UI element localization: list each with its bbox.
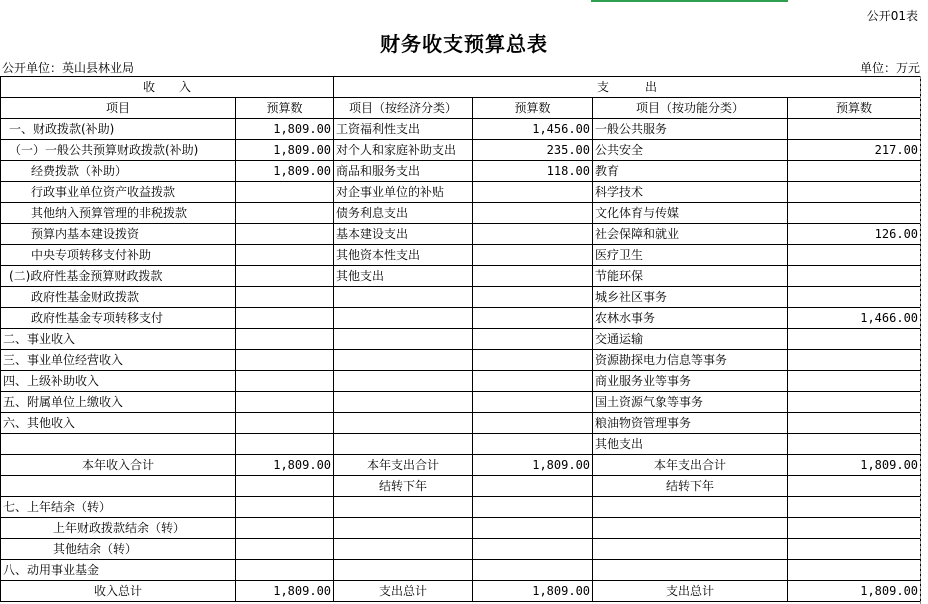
econ-value-cell[interactable] (473, 245, 593, 266)
table-row (1, 497, 921, 518)
func-item-cell[interactable]: 交通运输 (593, 329, 788, 350)
empty-cell[interactable] (1, 476, 236, 497)
income-item-cell[interactable]: (二)政府性基金预算财政拨款 (1, 266, 236, 287)
empty-cell[interactable] (593, 539, 788, 560)
func-item-cell[interactable]: 科学技术 (593, 182, 788, 203)
selection-highlight (591, 0, 788, 2)
econ-item-cell[interactable] (334, 350, 473, 371)
empty-cell[interactable] (593, 560, 788, 581)
empty-cell[interactable] (788, 518, 921, 539)
income-value-cell[interactable] (236, 245, 334, 266)
income-item-cell[interactable]: 四、上级补助收入 (1, 371, 236, 392)
income-grand-label[interactable]: 收入总计 (1, 581, 236, 602)
empty-cell[interactable] (236, 476, 334, 497)
income-item-cell[interactable]: 经费拨款（补助） (1, 161, 236, 182)
publishing-unit: 公开单位：英山县林业局 (2, 61, 135, 75)
econ-item-cell[interactable] (334, 329, 473, 350)
table-row (1, 224, 921, 245)
empty-cell[interactable] (788, 560, 921, 581)
func-value-cell[interactable] (788, 287, 921, 308)
table-row (1, 350, 921, 371)
func-item-cell[interactable]: 资源勘探电力信息等事务 (593, 350, 788, 371)
econ-total-label[interactable]: 本年支出合计 (334, 455, 473, 476)
func-value-cell[interactable] (788, 329, 921, 350)
func-item-cell[interactable]: 农林水事务 (593, 308, 788, 329)
func-value-cell[interactable] (788, 119, 921, 140)
col-header-budget[interactable]: 预算数 (236, 98, 334, 119)
econ-value-cell[interactable] (473, 413, 593, 434)
empty-cell[interactable] (473, 560, 593, 581)
table-row (1, 287, 921, 308)
col-header-item[interactable]: 项目 (1, 98, 236, 119)
econ-item-cell[interactable]: 对企事业单位的补贴 (334, 182, 473, 203)
func-item-cell[interactable]: 一般公共服务 (593, 119, 788, 140)
func-value-cell[interactable] (788, 350, 921, 371)
func-value-cell[interactable] (788, 371, 921, 392)
econ-carry-label[interactable]: 结转下年 (334, 476, 473, 497)
func-item-cell[interactable]: 节能环保 (593, 266, 788, 287)
income-item-cell[interactable]: 政府性基金专项转移支付 (1, 308, 236, 329)
table-row (1, 371, 921, 392)
func-value-cell[interactable] (788, 413, 921, 434)
income-value-cell[interactable] (236, 434, 334, 455)
func-value-cell[interactable] (788, 182, 921, 203)
income-value-cell[interactable] (236, 392, 334, 413)
func-item-cell[interactable]: 文化体育与传媒 (593, 203, 788, 224)
func-total-label[interactable]: 本年支出合计 (593, 455, 788, 476)
empty-cell[interactable] (473, 539, 593, 560)
econ-item-cell[interactable]: 对个人和家庭补助支出 (334, 140, 473, 161)
func-value-cell[interactable] (788, 203, 921, 224)
income-item-cell[interactable] (1, 434, 236, 455)
econ-grand-label[interactable]: 支出总计 (334, 581, 473, 602)
group-header-row (1, 77, 921, 98)
func-grand-value[interactable]: 1,809.00 (788, 581, 921, 602)
func-total-value[interactable]: 1,809.00 (788, 455, 921, 476)
empty-cell[interactable] (334, 539, 473, 560)
income-item-cell[interactable]: 上年财政拨款结余（转） (1, 518, 236, 539)
func-grand-label[interactable]: 支出总计 (593, 581, 788, 602)
income-item-cell[interactable]: 行政事业单位资产收益拨款 (1, 182, 236, 203)
table-row (1, 182, 921, 203)
empty-cell[interactable] (236, 497, 334, 518)
table-row (1, 518, 921, 539)
econ-value-cell[interactable] (473, 371, 593, 392)
econ-item-cell[interactable]: 其他支出 (334, 266, 473, 287)
table-row (1, 140, 921, 161)
income-item-cell[interactable]: 三、事业单位经营收入 (1, 350, 236, 371)
econ-grand-value[interactable]: 1,809.00 (473, 581, 593, 602)
empty-cell[interactable] (593, 497, 788, 518)
income-value-cell[interactable] (236, 182, 334, 203)
func-value-cell[interactable] (788, 266, 921, 287)
income-value-cell[interactable] (236, 224, 334, 245)
empty-cell[interactable] (593, 518, 788, 539)
table-row (1, 245, 921, 266)
func-value-cell[interactable]: 1,466.00 (788, 308, 921, 329)
econ-item-cell[interactable]: 其他资本性支出 (334, 245, 473, 266)
func-item-cell[interactable]: 其他支出 (593, 434, 788, 455)
table-row (1, 119, 921, 140)
income-grand-value[interactable]: 1,809.00 (236, 581, 334, 602)
table-row (1, 560, 921, 581)
econ-value-cell[interactable] (473, 203, 593, 224)
econ-item-cell[interactable] (334, 413, 473, 434)
income-item-cell[interactable]: 七、上年结余（转） (1, 497, 236, 518)
empty-cell[interactable] (236, 539, 334, 560)
total-year-row (1, 455, 921, 476)
budget-table (0, 76, 921, 602)
income-item-cell[interactable]: 其他纳入预算管理的非税拨款 (1, 203, 236, 224)
table-row (1, 266, 921, 287)
econ-value-cell[interactable]: 235.00 (473, 140, 593, 161)
table-row (1, 392, 921, 413)
func-item-cell[interactable]: 社会保障和就业 (593, 224, 788, 245)
empty-cell[interactable] (236, 560, 334, 581)
income-item-cell[interactable]: 政府性基金财政拨款 (1, 287, 236, 308)
econ-item-cell[interactable]: 商品和服务支出 (334, 161, 473, 182)
income-value-cell[interactable] (236, 413, 334, 434)
func-item-cell[interactable]: 粮油物资管理事务 (593, 413, 788, 434)
col-header-budget3[interactable]: 预算数 (788, 98, 921, 119)
empty-cell[interactable] (236, 518, 334, 539)
income-item-cell[interactable]: 中央专项转移支付补助 (1, 245, 236, 266)
col-header-budget2[interactable]: 预算数 (473, 98, 593, 119)
econ-value-cell[interactable]: 118.00 (473, 161, 593, 182)
grand-total-row (1, 581, 921, 602)
func-item-cell[interactable]: 国土资源气象等事务 (593, 392, 788, 413)
table-row (1, 161, 921, 182)
table-row (1, 203, 921, 224)
income-item-cell[interactable]: （一）一般公共预算财政拨款(补助) (1, 140, 236, 161)
econ-item-cell[interactable]: 工资福利性支出 (334, 119, 473, 140)
func-item-cell[interactable]: 城乡社区事务 (593, 287, 788, 308)
table-row (1, 434, 921, 455)
econ-item-cell[interactable] (334, 392, 473, 413)
empty-cell[interactable] (473, 476, 593, 497)
income-value-cell[interactable] (236, 308, 334, 329)
econ-value-cell[interactable]: 1,456.00 (473, 119, 593, 140)
econ-item-cell[interactable] (334, 371, 473, 392)
income-item-cell[interactable]: 其他结余（转） (1, 539, 236, 560)
income-value-cell[interactable] (236, 266, 334, 287)
econ-item-cell[interactable] (334, 434, 473, 455)
econ-value-cell[interactable] (473, 224, 593, 245)
func-value-cell[interactable] (788, 434, 921, 455)
page-break-line (920, 76, 922, 604)
income-item-cell[interactable]: 二、事业收入 (1, 329, 236, 350)
income-value-cell[interactable]: 1,809.00 (236, 119, 334, 140)
econ-value-cell[interactable] (473, 182, 593, 203)
func-item-cell[interactable]: 公共安全 (593, 140, 788, 161)
income-item-cell[interactable]: 五、附属单位上缴收入 (1, 392, 236, 413)
income-item-cell[interactable]: 六、其他收入 (1, 413, 236, 434)
func-item-cell[interactable]: 教育 (593, 161, 788, 182)
func-item-cell[interactable]: 医疗卫生 (593, 245, 788, 266)
econ-value-cell[interactable] (473, 392, 593, 413)
col-header-func[interactable]: 项目（按功能分类） (593, 98, 788, 119)
empty-cell[interactable] (334, 497, 473, 518)
empty-cell[interactable] (788, 497, 921, 518)
table-row (1, 308, 921, 329)
income-value-cell[interactable] (236, 371, 334, 392)
func-value-cell[interactable]: 217.00 (788, 140, 921, 161)
income-item-cell[interactable]: 预算内基本建设拨资 (1, 224, 236, 245)
income-total-label[interactable]: 本年收入合计 (1, 455, 236, 476)
econ-item-cell[interactable] (334, 308, 473, 329)
income-value-cell[interactable] (236, 329, 334, 350)
empty-cell[interactable] (788, 539, 921, 560)
carry-row (1, 476, 921, 497)
form-code: 公开01表 (866, 9, 918, 23)
empty-cell[interactable] (334, 560, 473, 581)
col-header-econ[interactable]: 项目（按经济分类） (334, 98, 473, 119)
income-value-cell[interactable]: 1,809.00 (236, 140, 334, 161)
empty-cell[interactable] (788, 476, 921, 497)
func-carry-label[interactable]: 结转下年 (593, 476, 788, 497)
income-item-cell[interactable]: 八、动用事业基金 (1, 560, 236, 581)
income-value-cell[interactable]: 1,809.00 (236, 161, 334, 182)
income-value-cell[interactable] (236, 203, 334, 224)
empty-cell[interactable] (473, 518, 593, 539)
income-total-value[interactable]: 1,809.00 (236, 455, 334, 476)
econ-item-cell[interactable]: 基本建设支出 (334, 224, 473, 245)
table-row (1, 413, 921, 434)
econ-total-value[interactable]: 1,809.00 (473, 455, 593, 476)
empty-cell[interactable] (334, 518, 473, 539)
func-value-cell[interactable] (788, 392, 921, 413)
table-row (1, 539, 921, 560)
empty-cell[interactable] (473, 497, 593, 518)
page-title: 财务收支预算总表 (380, 32, 548, 56)
econ-value-cell[interactable] (473, 434, 593, 455)
func-value-cell[interactable]: 126.00 (788, 224, 921, 245)
func-value-cell[interactable] (788, 161, 921, 182)
currency-unit: 单位：万元 (859, 61, 920, 75)
expense-group-header[interactable]: 支 出 (334, 77, 921, 98)
income-value-cell[interactable] (236, 350, 334, 371)
econ-value-cell[interactable] (473, 308, 593, 329)
top-bar (0, 0, 928, 3)
econ-value-cell[interactable] (473, 266, 593, 287)
func-value-cell[interactable] (788, 245, 921, 266)
econ-item-cell[interactable]: 债务利息支出 (334, 203, 473, 224)
income-group-header[interactable]: 收 入 (1, 77, 334, 98)
econ-value-cell[interactable] (473, 329, 593, 350)
income-value-cell[interactable] (236, 287, 334, 308)
econ-item-cell[interactable] (334, 287, 473, 308)
column-header-row (1, 98, 921, 119)
income-item-cell[interactable]: 一、财政拨款(补助) (1, 119, 236, 140)
econ-value-cell[interactable] (473, 287, 593, 308)
table-row (1, 329, 921, 350)
econ-value-cell[interactable] (473, 350, 593, 371)
func-item-cell[interactable]: 商业服务业等事务 (593, 371, 788, 392)
